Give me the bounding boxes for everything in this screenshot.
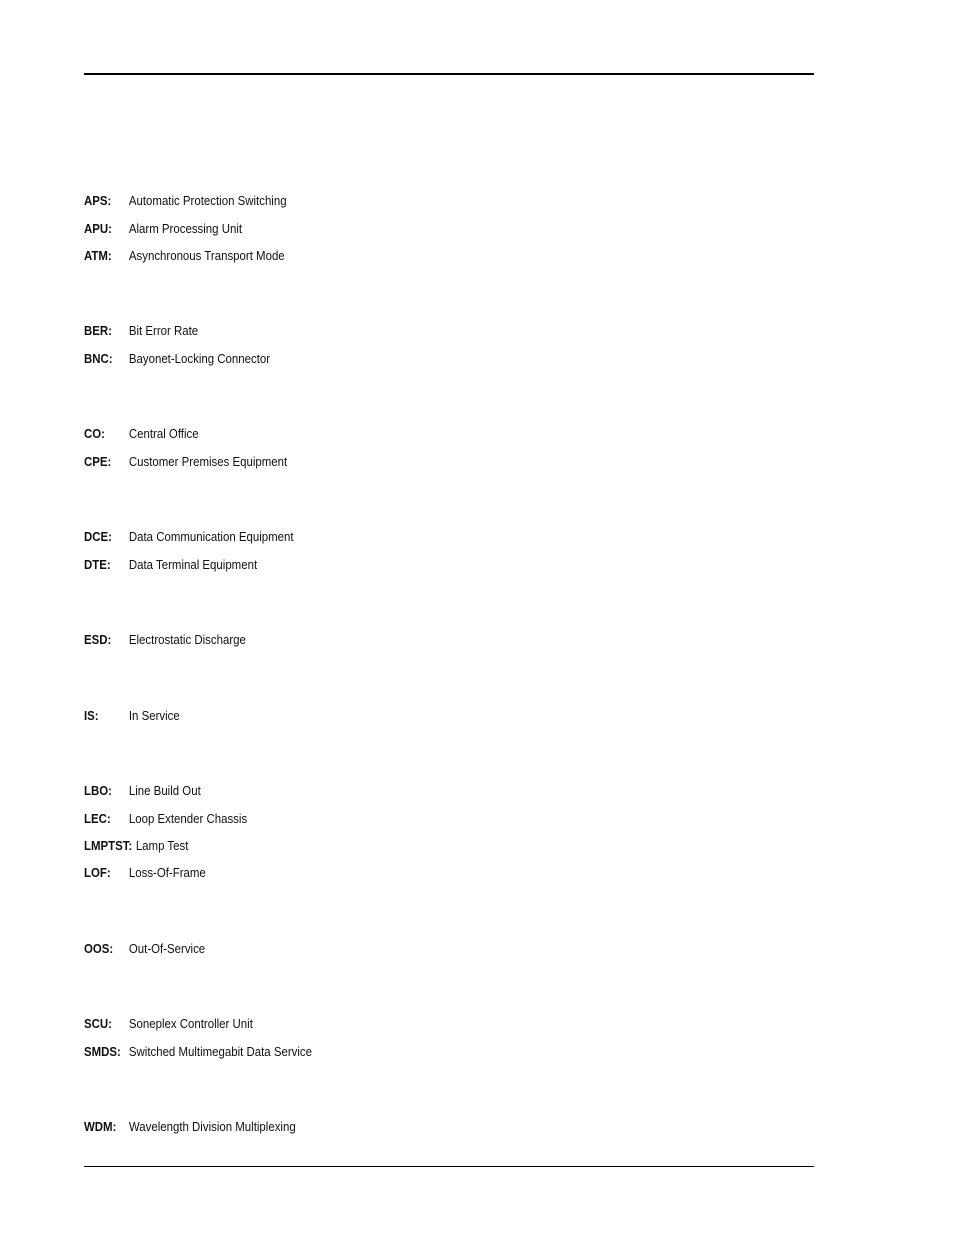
glossary-term: DTE:: [84, 556, 111, 572]
glossary-term: CPE:: [84, 453, 112, 469]
glossary-definition: Wavelength Division Multiplexing: [128, 1118, 296, 1134]
glossary-entry-esd: [84, 630, 246, 648]
glossary-term: LOF:: [84, 864, 111, 880]
glossary-term: SCU:: [84, 1015, 112, 1031]
glossary-term: SMDS:: [84, 1043, 121, 1059]
glossary-definition: Soneplex Controller Unit: [128, 1015, 253, 1031]
glossary-definition: Switched Multimegabit Data Service: [128, 1043, 313, 1059]
glossary-definition: Data Communication Equipment: [128, 528, 294, 544]
glossary-term: APU:: [84, 220, 112, 236]
glossary-term: DCE:: [84, 528, 112, 544]
glossary-definition: Bit Error Rate: [128, 322, 199, 338]
glossary-definition: Lamp Test: [135, 837, 189, 853]
glossary-definition: Asynchronous Transport Mode: [128, 247, 285, 263]
glossary-term: APS:: [84, 192, 112, 208]
glossary-entry-atm: [84, 246, 285, 264]
glossary-entry-lof: [84, 863, 206, 881]
glossary-definition: Loop Extender Chassis: [128, 810, 248, 826]
glossary-definition: Central Office: [128, 425, 199, 441]
glossary-term: ATM:: [84, 247, 112, 263]
glossary-entry-bnc: [84, 349, 270, 367]
glossary-term: IS:: [84, 707, 99, 723]
glossary-entry-co: [84, 424, 199, 442]
glossary-definition: Customer Premises Equipment: [128, 453, 288, 469]
glossary-entry-is: [84, 706, 180, 724]
footer-rule: [84, 1166, 814, 1167]
glossary-entry-lec: [84, 809, 247, 827]
glossary-entry-wdm: [84, 1117, 296, 1135]
glossary-entry-oos: [84, 939, 205, 957]
glossary-term: WDM:: [84, 1118, 117, 1134]
header-rule: [84, 73, 814, 75]
glossary-entry-dce: [84, 527, 294, 545]
glossary-entry-smds: [84, 1042, 312, 1060]
glossary-definition: Line Build Out: [128, 782, 201, 798]
glossary-entry-apu: [84, 219, 242, 237]
glossary-entry-lbo: [84, 781, 201, 799]
glossary-term: OOS:: [84, 940, 114, 956]
glossary-definition: Alarm Processing Unit: [128, 220, 243, 236]
glossary-definition: Bayonet-Locking Connector: [128, 350, 271, 366]
glossary-definition: Out-Of-Service: [128, 940, 206, 956]
glossary-entry-scu: [84, 1014, 253, 1032]
glossary-definition: Data Terminal Equipment: [128, 556, 258, 572]
glossary-definition: Loss-Of-Frame: [128, 864, 206, 880]
glossary-entry-cpe: [84, 452, 287, 470]
glossary-entry-dte: [84, 555, 257, 573]
glossary-definition: In Service: [128, 707, 180, 723]
glossary-definition: Automatic Protection Switching: [128, 192, 287, 208]
glossary-entry-lmptst: [84, 836, 188, 854]
glossary-definition: Electrostatic Discharge: [128, 631, 246, 647]
glossary-entry-aps: [84, 191, 287, 209]
glossary-term: LMPTST:: [84, 837, 133, 853]
glossary-entry-ber: [84, 321, 198, 339]
glossary-term: CO:: [84, 425, 105, 441]
glossary-term: BNC:: [84, 350, 113, 366]
glossary-term: LBO:: [84, 782, 112, 798]
glossary-term: LEC:: [84, 810, 111, 826]
glossary-term: BER:: [84, 322, 112, 338]
glossary-term: ESD:: [84, 631, 112, 647]
